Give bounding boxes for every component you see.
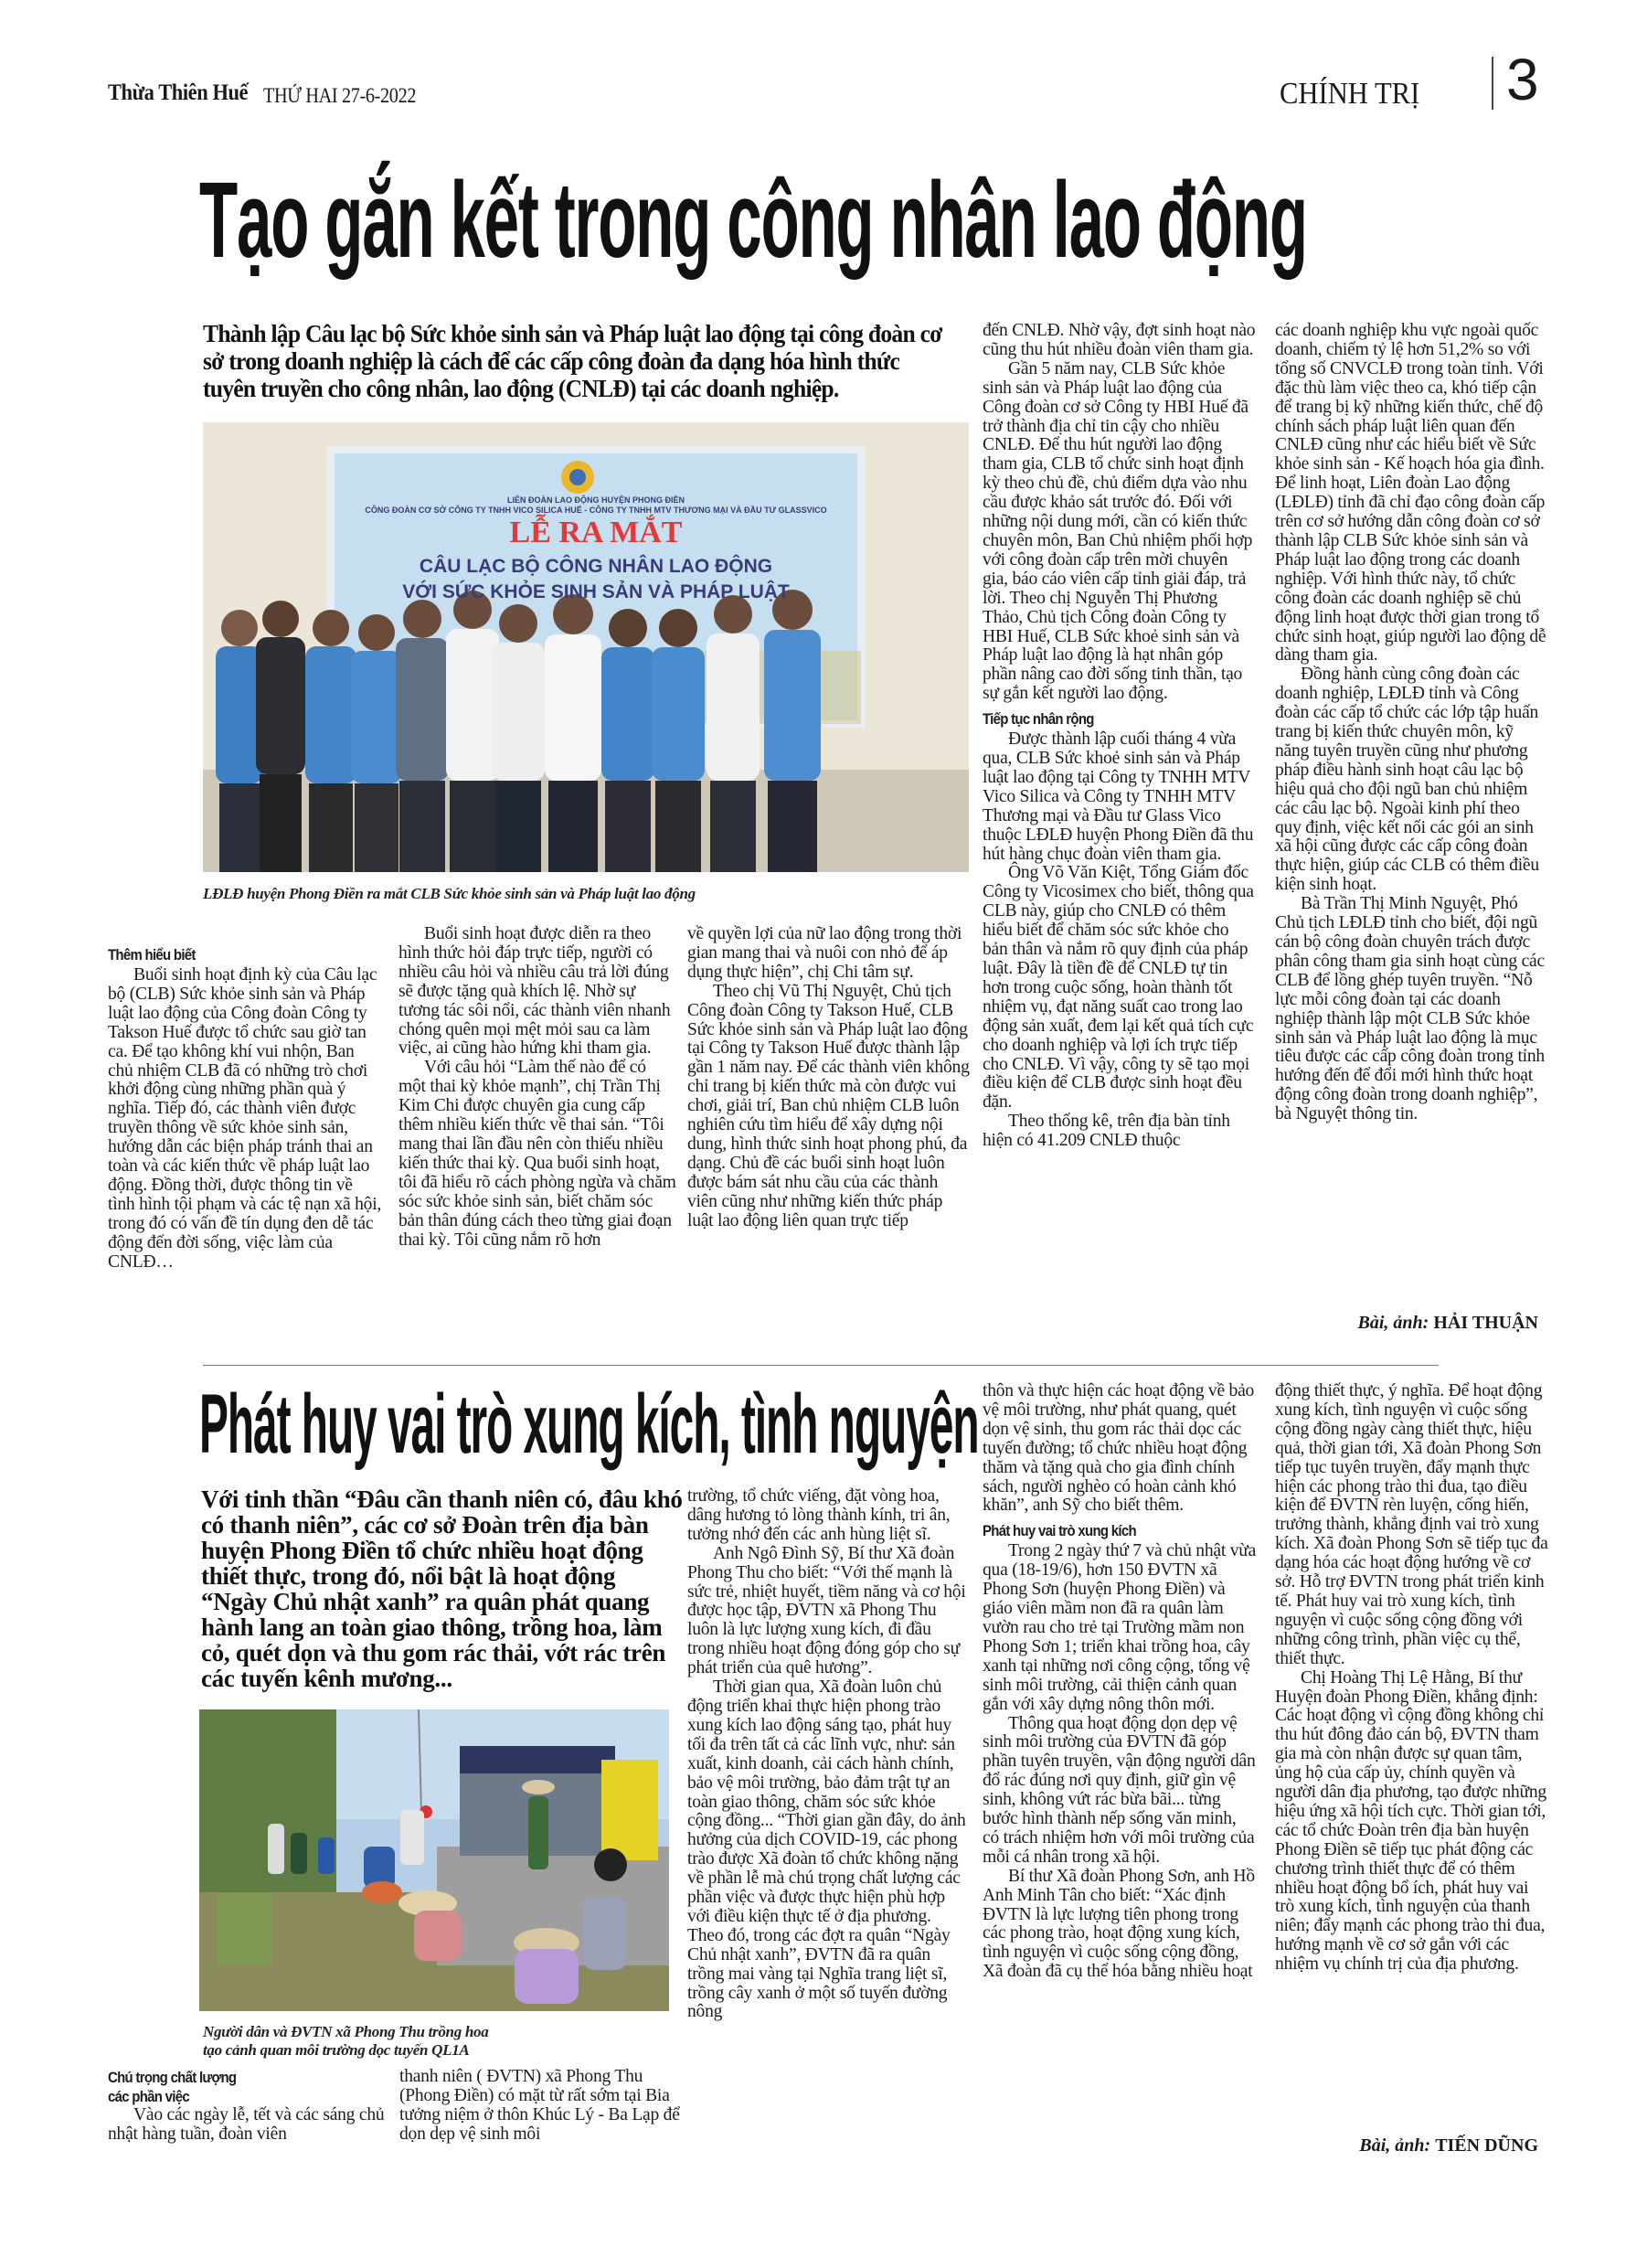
paragraph: Được thành lập cuối tháng 4 vừa qua, CLB Sức khoẻ sinh sản và Pháp luật lao động tại Công ty TNHH MTV Vico Silica và Công ty TNHH MTV Thương mại và Đầu tư Glass Vico thuộc LĐLĐ huyện Phong Điền đã thu hút hàng chục đoàn viên tham gia. (983, 729, 1254, 864)
byline-prefix: Bài, ảnh: (1359, 2135, 1431, 2156)
paragraph: Chị Hoàng Thị Lệ Hằng, Bí thư Huyện đoàn Phong Điền, khẳng định: Các hoạt động vì cộng đồng không chỉ thu hút đông đảo cán bộ, ĐVTN tham gia mà còn nhận được sự quan tâm, ủng hộ của cấp ủy, chính quyền và người dân địa phương, tạo được những hiệu ứng xã hội tích cực. Thời gian tới, các tổ chức Đoàn trên địa bàn huyện Phong Điền sẽ tiếp tục phát động các chương trình thiết thực để có thêm nhiều hoạt động bổ ích, phát huy vai trò xung kích, tình nguyện của thanh niên; đẩy mạnh các phong trào thi đua, hướng mạnh về cơ sở gắn với các nhiệm vụ chính trị của địa phương. (1275, 1667, 1546, 1975)
article1-subhead-2: Tiếp tục nhân rộng (983, 710, 1094, 729)
article2-col3 (687, 1487, 966, 2022)
page-number: 3 (1506, 47, 1539, 112)
newspaper-masthead: Thừa Thiên Huế (108, 80, 249, 105)
article1-byline (1275, 1313, 1538, 1334)
paragraph: Thời gian qua, Xã đoàn luôn chủ động triển khai thực hiện phong trào xung kích lao động sáng tạo, phát huy tối đa trên tất cả các lĩnh vực, như: sản xuất, kinh doanh, cải cách hành chính, bảo vệ môi trường, bảo đảm trật tự an toàn giao thông, chăm sóc sức khỏe cộng đồng... “Thời gian gần đây, do ảnh hưởng của dịch COVID-19, các phong trào được Xã đoàn tổ chức không nặng về phần lễ mà chú trọng chất lượng các phần việc và được thực hiện phù hợp với điều kiện thực tế ở địa phương. Theo đó, trong các đợt ra quân “Ngày Chủ nhật xanh”, ĐVTN đã ra quân trồng mai vàng tại Nghĩa trang liệt sĩ, trồng cây xanh ở một số tuyến đường nông (687, 1677, 966, 2022)
paragraph: Bà Trần Thị Minh Nguyệt, Phó Chủ tịch LĐLĐ tỉnh cho biết, đội ngũ cán bộ công đoàn chuyên trách được phân công tham gia sinh hoạt cùng các CLB để lồng ghép tuyên truyền. “Nỗ lực mỗi công đoàn tại các doanh nghiệp thành lập một CLB Sức khỏe sinh sản và Pháp luật lao động là mục tiêu được các cấp công đoàn trong tỉnh hướng đến để đổi mới hình thức hoạt động công đoàn trong doanh nghiệp”, bà Nguyệt thông tin. (1275, 894, 1545, 1124)
paragraph: trường, tổ chức viếng, đặt vòng hoa, dâng hương tỏ lòng thành kính, tri ân, tưởng nhớ đến các anh hùng liệt sĩ. (687, 1486, 951, 1544)
article2-col2 (399, 2068, 683, 2145)
paragraph: các doanh nghiệp khu vực ngoài quốc doanh, chiếm tỷ lệ hơn 51,2% so với tổng số CNVCLĐ trong toàn tỉnh. Với đặc thù làm việc theo ca, khó tiếp cận để trang bị kỹ những kiến thức, chế độ chính sách pháp luật liên quan đến CNLĐ cũng như các hiểu biết về Sức khỏe sinh sản - Kế hoạch hóa gia đình. Để linh hoạt, Liên đoàn Lao động (LĐLĐ) tỉnh đã chỉ đạo công đoàn cấp trên cơ sở hướng dẫn công đoàn cơ sở thành lập CLB Sức khỏe sinh sản và Pháp luật lao động trong các doanh nghiệp. Với hình thức này, tổ chức công đoàn các doanh nghiệp sẽ chủ động linh hoạt được thời gian trong tổ chức sinh hoạt, giúp người lao động dễ dàng tham gia. (1275, 321, 1546, 665)
paragraph: đến CNLĐ. Nhờ vậy, đợt sinh hoạt nào cũng thu hút nhiều đoàn viên tham gia. (983, 321, 1256, 359)
article2-byline (1275, 2135, 1538, 2156)
article-divider (203, 1365, 1439, 1366)
article1-col1 (108, 940, 382, 1272)
banner-line2: CÔNG ĐOÀN CƠ SỞ CÔNG TY TNHH VICO SILICA HUẾ - CÔNG TY TNHH MTV THƯƠNG MẠI VÀ ĐẦU TƯ GLASSVICO (365, 506, 827, 515)
paragraph: Ông Võ Văn Kiệt, Tổng Giám đốc Công ty Vicosimex cho biết, thông qua CLB này, giúp cho CNLĐ có thêm hiểu biết để chăm sóc sức khỏe cho bản thân và nắm rõ quy định của pháp luật. Đây là tiền đề để CNLĐ tự tin hơn trong cuộc sống, hoàn thành tốt nhiệm vụ, đạt năng suất cao trong lao động sản xuất, đem lại kết quả tích cực cho doanh nghiệp và lợi ích trực tiếp cho CNLĐ. Vì vậy, công ty sẽ tạo mọi điều kiện để CLB được sinh hoạt đều đặn. (983, 863, 1254, 1113)
paragraph: thôn và thực hiện các hoạt động về bảo vệ môi trường, như phát quang, quét dọn vệ sinh, thu gom rác thải dọc các tuyến đường; tổ chức nhiều hoạt động thăm và tặng quà cho gia đình chính sách, người nghèo có hoàn cảnh khó khăn”, anh Sỹ cho biết thêm. (983, 1381, 1255, 1516)
article1-photo (203, 422, 969, 872)
paragraph: thanh niên ( ĐVTN) xã Phong Thu (Phong Điền) có mặt từ rất sớm tại Bia tưởng niệm ở thôn Khúc Lý - Ba Lạp để dọn dẹp vệ sinh môi (399, 2067, 680, 2144)
article2-photo (199, 1709, 669, 2011)
banner-sub1: CÂU LẠC BỘ CÔNG NHÂN LAO ĐỘNG (419, 556, 773, 577)
paragraph: Anh Ngô Đình Sỹ, Bí thư Xã đoàn Phong Thu cho biết: “Với thế mạnh là sức trẻ, nhiệt huyết, tiềm năng và cơ hội được học tập, ĐVTN xã Phong Thu luôn là lực lượng xung kích, đi đầu trong nhiều hoạt động đóng góp cho sự phát triển của quê hương”. (687, 1543, 966, 1678)
article1-col2 (398, 925, 677, 1250)
caption-line-2: tạo cảnh quan môi trường dọc tuyến QL1A (203, 2041, 470, 2059)
paragraph: Bí thư Xã đoàn Phong Sơn, anh Hồ Anh Minh Tân cho biết: “Xác định ĐVTN là lực lượng tiên phong trong các phong trào, hoạt động xung kích, tình nguyện vì cuộc sống cộng đồng, Xã đoàn đã cụ thể hóa bằng nhiều hoạt (983, 1866, 1255, 1982)
article1-col4 (983, 322, 1257, 1151)
paragraph: Đồng hành cùng công đoàn các doanh nghiệp, LĐLĐ tỉnh và Công đoàn các cấp tổ chức các lớp tập huấn trang bị kiến thức chuyên môn, kỹ năng tuyên truyền cũng như phương pháp điều hành sinh hoạt câu lạc bộ hiệu quả cho đội ngũ ban chủ nhiệm các câu lạc bộ. Ngoài kinh phí theo quy định, việc kết nối các gói an sinh xã hội cũng được các cấp công đoàn thực hiện, giúp các CLB có thêm điều kiện sinh hoạt. (1275, 665, 1539, 895)
article1-col5 (1275, 322, 1549, 1124)
paragraph: Thông qua hoạt động dọn dẹp vệ sinh môi trường của ĐVTN đã góp phần tuyên truyền, vận động người dân đổ rác đúng nơi quy định, giữ gìn vệ sinh, không vứt rác bừa bãi... từng bước hình thành nếp sống văn minh, có trách nhiệm hơn với môi trường của mỗi cá nhân trong xã hội. (983, 1713, 1256, 1867)
byline-author: TIẾN DŨNG (1435, 2135, 1538, 2156)
paragraph: Vào các ngày lễ, tết và các sáng chủ nhật hàng tuần, đoàn viên (108, 2105, 385, 2144)
banner-title: LỄ RA MẮT (509, 516, 683, 549)
article2-col4 (983, 1382, 1257, 1982)
section-name: CHÍNH TRỊ (1280, 77, 1420, 111)
header-divider (1492, 57, 1493, 110)
roadside-planting-illustration (199, 1709, 669, 2011)
issue-date: THỨ HAI 27-6-2022 (263, 84, 417, 107)
paragraph: Với câu hỏi “Làm thế nào để có một thai kỳ khỏe mạnh”, chị Trần Thị Kim Chi được chuyên gia cung cấp thêm nhiều kiến thức về thai sản. “Tôi mang thai lần đầu nên còn thiếu nhiều kiến thức thai kỳ. Qua buổi sinh hoạt, tôi đã hiểu rõ cách phòng ngừa và chăm sóc sức khỏe sinh sản, biết chăm sóc bản thân đúng cách theo từng giai đoạn thai kỳ. Tôi cũng nắm rõ hơn (398, 1058, 676, 1250)
group-photo-illustration (203, 422, 969, 872)
paragraph: Trong 2 ngày thứ 7 và chủ nhật vừa qua (18-19/6), hơn 150 ĐVTN xã Phong Sơn (huyện Phong Điền) và giáo viên mầm non đã ra quân làm vườn rau cho trẻ tại Trường mầm non Phong Sơn 1; triển khai trồng hoa, cây xanh tại những nơi công cộng, tổng vệ sinh môi trường, cải thiện cảnh quan gắn với xây dựng nông thôn mới. (983, 1541, 1257, 1714)
banner-sub2: VỚI SỨC KHỎE SINH SẢN VÀ PHÁP LUẬT (402, 581, 790, 602)
article2-col5 (1275, 1382, 1549, 1975)
byline-author: HẢI THUẬN (1433, 1313, 1538, 1333)
article1-lead: Thành lập Câu lạc bộ Sức khỏe sinh sản và Pháp luật lao động tại công đoàn cơ sở trong doanh nghiệp là cách để các cấp công đoàn đa dạng hóa hình thức tuyên truyền cho công nhân, lao động (CNLĐ) tại các doanh nghiệp. (203, 319, 942, 402)
paragraph: Buổi sinh hoạt được diễn ra theo hình thức hỏi đáp trực tiếp, người có nhiều câu hỏi và nhiều câu trả lời đúng sẽ được tặng quà khích lệ. Nhờ sự tương tác sôi nổi, các thành viên nhanh chóng quên mọi mệt mỏi sau ca làm việc, ai cũng hào hứng khi tham gia. (398, 924, 671, 1059)
paragraph: Theo chị Vũ Thị Nguyệt, Chủ tịch Công đoàn Công ty Takson Huế, CLB Sức khỏe sinh sản và Pháp luật lao động tại Công ty Takson Huế được thành lập gần 1 năm nay. Để các thành viên không chỉ trang bị kiến thức mà còn được vui chơi, giải trí, Ban chủ nhiệm CLB luôn nghiên cứu tìm hiểu để xây dựng nội dung, hình thức sinh hoạt phong phú, đa dạng. Chủ đề các buổi sinh hoạt luôn được bám sát nhu cầu của các thành viên cũng như những kiến thức pháp luật lao động liên quan trực tiếp (687, 981, 970, 1230)
paragraph: về quyền lợi của nữ lao động trong thời gian mang thai và nuôi con nhỏ để áp dụng thực hiện”, chị Chi tâm sự. (687, 924, 962, 982)
paragraph: Gần 5 năm nay, CLB Sức khỏe sinh sản và Pháp luật lao động của Công đoàn cơ sở Công ty HBI Huế đã trở thành địa chỉ tin cậy cho nhiều CNLĐ. Để thu hút người lao động tham gia, CLB tổ chức sinh hoạt định kỳ theo chủ đề, chủ điểm dựa vào nhu cầu được khảo sát trước đó. Đối với những nội dung mới, cần có kiến thức chuyên môn, Ban Chủ nhiệm phối hợp với công đoàn cấp trên mời chuyên gia, báo cáo viên cấp tỉnh giải đáp, trả lời. Theo chị Nguyễn Thị Phương Thảo, Chủ tịch Công đoàn Công ty HBI Huế, CLB Sức khoẻ sinh sản và Pháp luật lao động là hạt nhân góp phần nâng cao đời sống tinh thần, tạo sự gắn kết người lao động. (983, 358, 1253, 704)
article2-headline: Phát huy vai trò xung kích, tình nguyện (199, 1378, 979, 1471)
banner-line1: LIÊN ĐOÀN LAO ĐỘNG HUYỆN PHONG ĐIỀN (506, 495, 685, 505)
article1-col3 (687, 925, 971, 1231)
article2-col1 (108, 2068, 396, 2145)
paragraph: động thiết thực, ý nghĩa. Để hoạt động xung kích, tình nguyện vì cuộc sống cộng đồng ngày càng thiết thực, hiệu quả, thời gian tới, Xã đoàn Phong Sơn tiếp tục tuyên truyền, đẩy mạnh thực hiện các phong trào thi đua, tạo điều kiện để ĐVTN rèn luyện, cống hiến, trưởng thành, khẳng định vai trò xung kích. Xã đoàn Phong Sơn sẽ tiếp tục đa dạng hóa các hoạt động hướng về cơ sở. Hỗ trợ ĐVTN trong phát triển kinh tế. Phát huy vai trò xung kích, tình nguyện vì cuộc sống cộng đồng với những công trình, phần việc cụ thể, thiết thực. (1275, 1381, 1548, 1668)
caption-line-1: Người dân và ĐVTN xã Phong Thu trồng hoa (203, 2023, 489, 2040)
paragraph: Theo thống kê, trên địa bàn tỉnh hiện có 41.209 CNLĐ thuộc (983, 1112, 1230, 1151)
article1-photo-caption: LĐLĐ huyện Phong Điền ra mắt CLB Sức khỏe sinh sản và Pháp luật lao động (203, 885, 696, 902)
article1-headline: Tạo gắn kết trong công nhân lao động (199, 160, 1307, 281)
article2-lead: Với tinh thần “Đâu cần thanh niên có, đâu khó có thanh niên”, các cơ sở Đoàn trên địa bàn huyện Phong Điền tổ chức nhiều hoạt động thiết thực, trong đó, nổi bật là hoạt động “Ngày Chủ nhật xanh” ra quân phát quang hành lang an toàn giao thông, trồng hoa, làm cỏ, quét dọn và thu gom rác thải, vớt rác trên các tuyến kênh mương... (201, 1485, 683, 1692)
article2-subhead-1b: các phần việc (108, 2088, 189, 2105)
paragraph: Buổi sinh hoạt định kỳ của Câu lạc bộ (CLB) Sức khỏe sinh sản và Pháp luật lao động của Công đoàn Công ty Takson Huế được tổ chức sau giờ tan ca. Để tạo không khí vui nhộn, Ban chủ nhiệm CLB đã có những trò chơi khởi động cùng những phần quà ý nghĩa. Tiếp đó, các thành viên được truyền thông về sức khỏe sinh sản, hướng dẫn các biện pháp tránh thai an toàn và các kiến thức về pháp luật lao động. Đồng thời, được thông tin về tình hình tội phạm và các tệ nạn xã hội, trong đó có vấn đề tín dụng đen dễ tác động đến đời sống, việc làm của CNLĐ… (108, 965, 382, 1272)
article1-subhead-1: Thêm hiểu biết (108, 946, 196, 964)
byline-prefix: Bài, ảnh: (1357, 1313, 1429, 1333)
article2-subhead-2: Phát huy vai trò xung kích (983, 1522, 1136, 1540)
article2-photo-caption (203, 2023, 678, 2060)
article2-subhead-1a: Chú trọng chất lượng (108, 2069, 237, 2086)
